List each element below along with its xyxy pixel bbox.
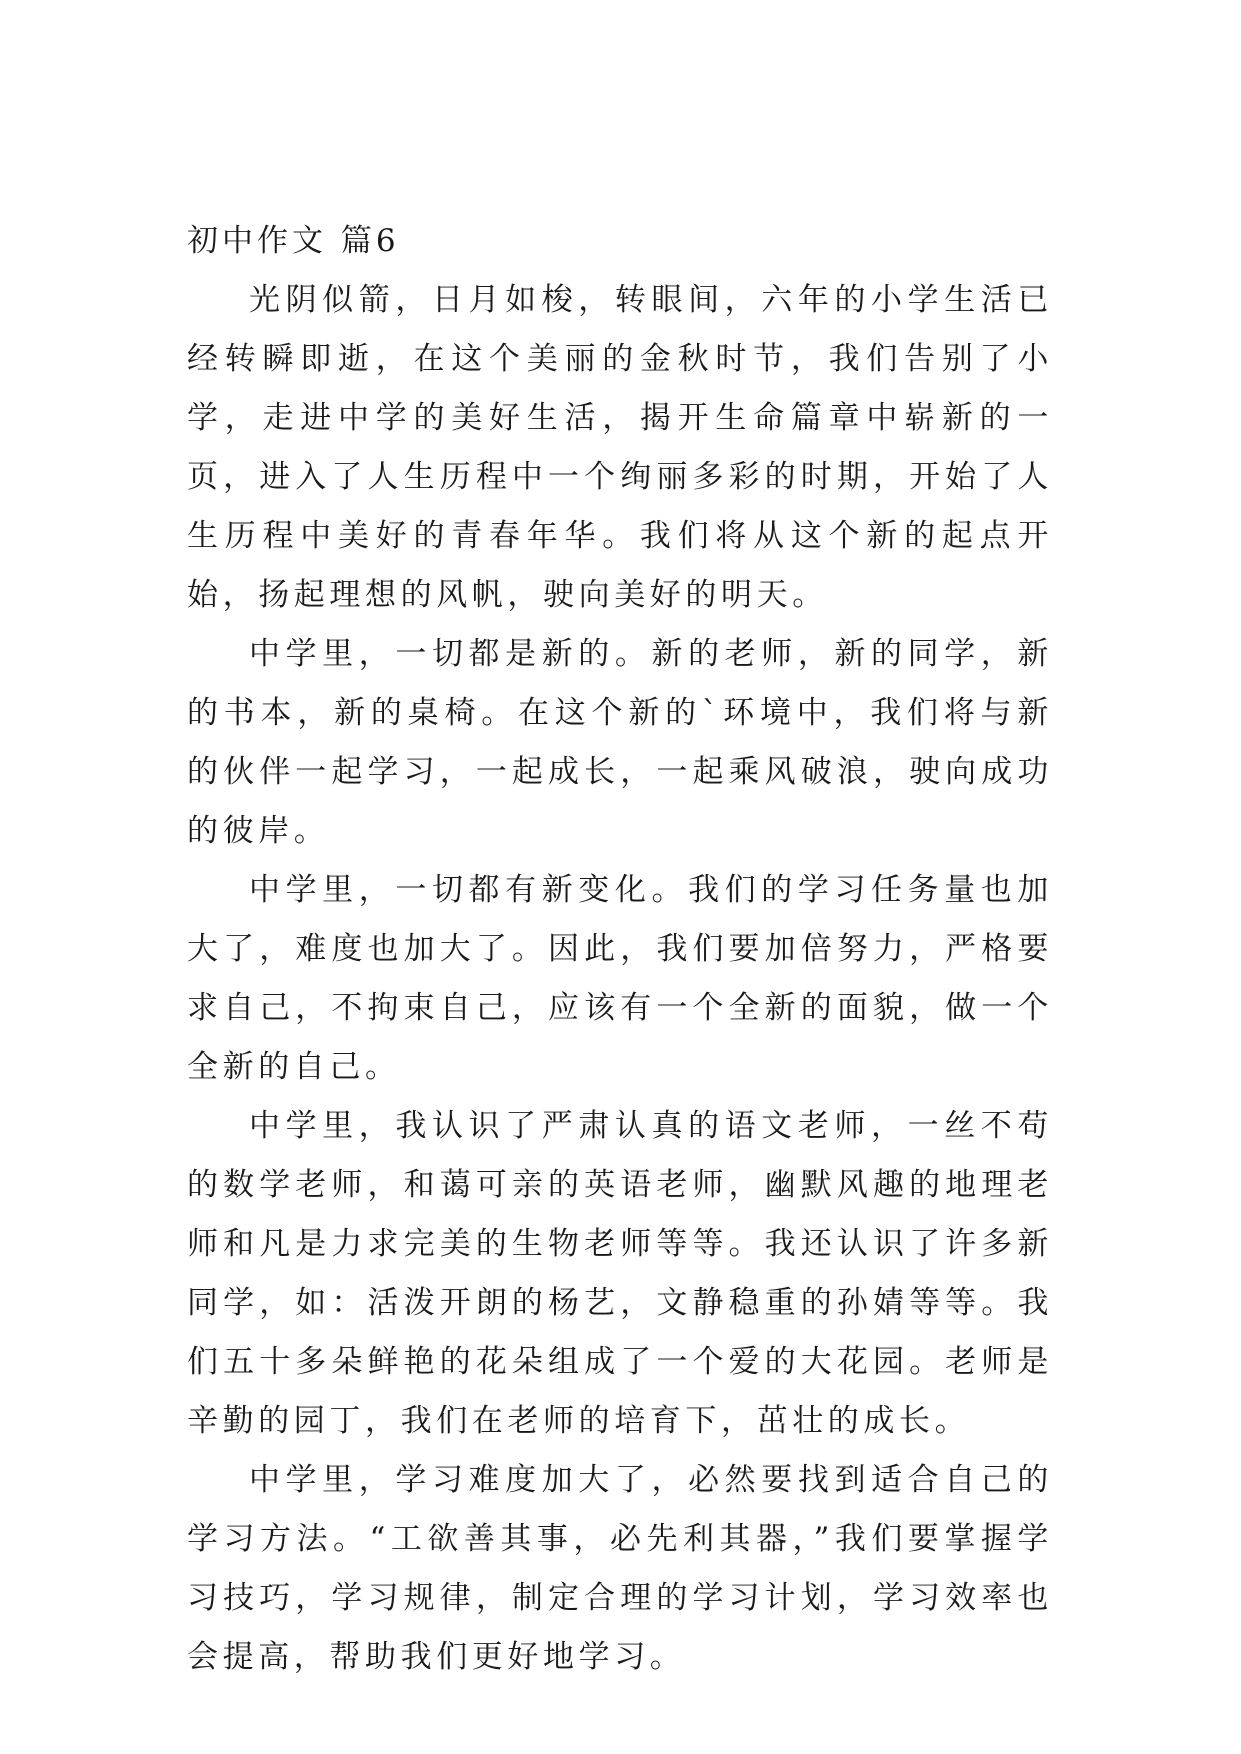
paragraph: 中学里，学习难度加大了，必然要找到适合自己的学习方法。“工欲善其事，必先利其器，”我们要掌握学习技巧，学习规律，制定合理的学习计划，学习效率也会提高，帮助我们更好地学习。 xyxy=(187,1462,1053,1675)
paragraph: 中学里，我认识了严肃认真的语文老师，一丝不苟的数学老师，和蔼可亲的英语老师，幽默风趣的地理老师和凡是力求完美的生物老师等等。我还认识了许多新同学，如：活泼开朗的杨艺，文静稳重的孙婧等等。我们五十多朵鲜艳的花朵组成了一个爱的大花园。老师是辛勤的园丁，我们在老师的培育下，茁壮的成长。 xyxy=(187,1108,1053,1439)
document-body xyxy=(187,212,1053,1687)
paragraph: 中学里，一切都是新的。新的老师，新的同学，新的书本，新的桌椅。在这个新的`环境中，我们将与新的伙伴一起学习，一起成长，一起乘风破浪，驶向成功的彼岸。 xyxy=(187,636,1053,849)
essay-title: 初中作文 篇6 xyxy=(187,223,400,259)
paragraph: 光阴似箭，日月如梭，转眼间，六年的小学生活已经转瞬即逝，在这个美丽的金秋时节，我们告别了小学，走进中学的美好生活，揭开生命篇章中崭新的一页，进入了人生历程中一个绚丽多彩的时期，开始了人生历程中美好的青春年华。我们将从这个新的起点开始，扬起理想的风帆，驶向美好的明天。 xyxy=(187,282,1053,613)
paragraph: 中学里，一切都有新变化。我们的学习任务量也加大了，难度也加大了。因此，我们要加倍努力，严格要求自己，不拘束自己，应该有一个全新的面貌，做一个全新的自己。 xyxy=(187,872,1053,1085)
